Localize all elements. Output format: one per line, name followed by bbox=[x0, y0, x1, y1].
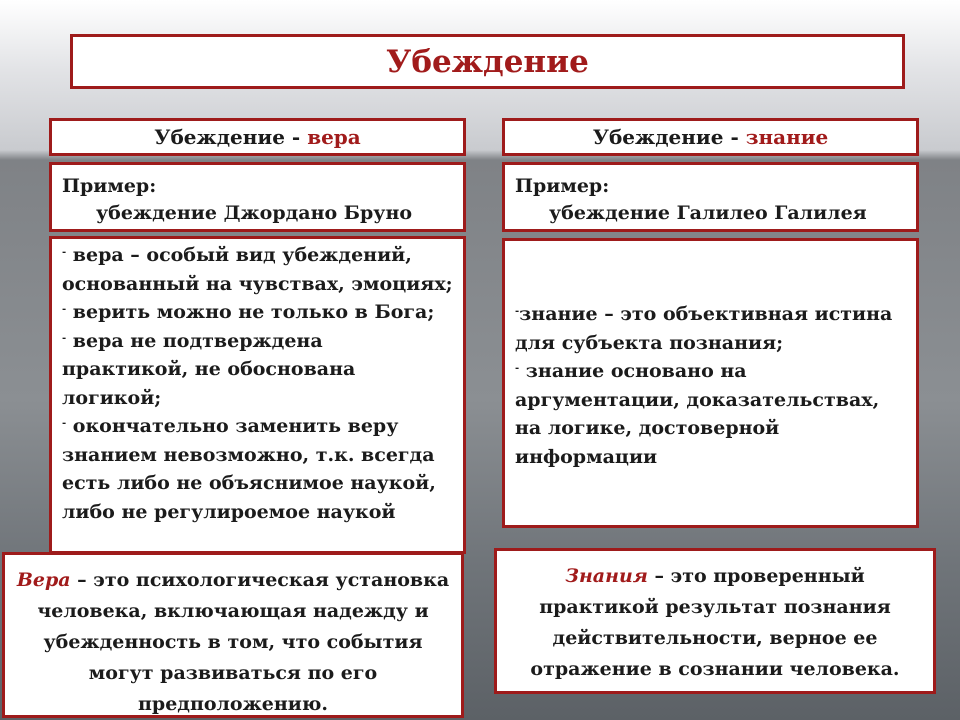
header-belief-knowledge bbox=[502, 118, 919, 156]
header-prefix: Убеждение - bbox=[154, 125, 308, 149]
header-belief-faith bbox=[49, 118, 466, 156]
list-item: - верить можно не только в Бога; bbox=[62, 301, 435, 323]
faith-points-list bbox=[49, 236, 466, 554]
example-box-faith bbox=[49, 162, 466, 232]
example-label: Пример: bbox=[62, 175, 157, 197]
definition-text: – это психологическая установка человека, включающая надежду и убежденность в том, что события могут развиваться по его предположению. bbox=[37, 569, 450, 715]
header-prefix: Убеждение - bbox=[592, 125, 746, 149]
knowledge-definition bbox=[494, 548, 936, 694]
header-accent: знание bbox=[745, 125, 829, 149]
example-box-knowledge bbox=[502, 162, 919, 232]
header-accent: вера bbox=[307, 125, 361, 149]
example-text: убеждение Галилео Галилея bbox=[549, 202, 867, 224]
example-text: убеждение Джордано Бруно bbox=[96, 202, 413, 224]
list-item: -знание – это объективная истина для субъекта познания; bbox=[515, 303, 893, 354]
list-item: - окончательно заменить веру знанием невозможно, т.к. всегда есть либо не объяснимое наукой, либо не регулироемое наукой bbox=[62, 415, 436, 523]
definition-term: Знания bbox=[565, 565, 648, 587]
list-item: - вера – особый вид убеждений, основанный на чувствах, эмоциях; bbox=[62, 244, 453, 295]
faith-definition bbox=[2, 552, 464, 718]
knowledge-points-list bbox=[502, 238, 919, 528]
list-item: - знание основано на аргументации, доказательствах, на логике, достоверной информации bbox=[515, 360, 880, 468]
page-title: Убеждение bbox=[70, 34, 905, 89]
list-item: - вера не подтверждена практикой, не обоснована логикой; bbox=[62, 329, 356, 409]
definition-term: Вера bbox=[16, 569, 71, 591]
definition-text: – это проверенный практикой результат познания действительности, верное ее отражение в сознании человека. bbox=[530, 565, 900, 680]
example-label: Пример: bbox=[515, 175, 610, 197]
